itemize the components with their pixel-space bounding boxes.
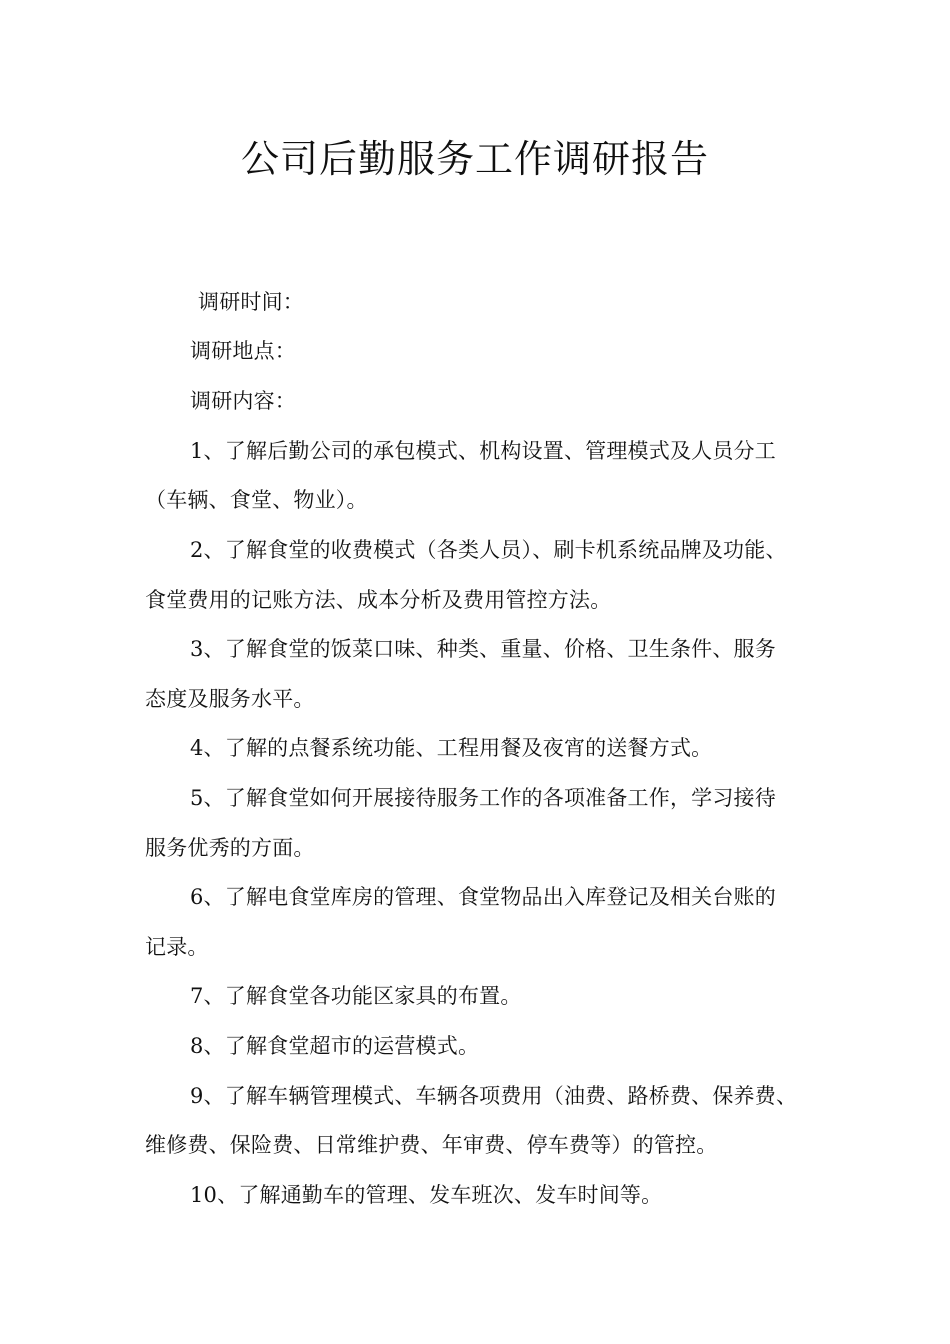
item-6-line-2: 记录。 bbox=[145, 935, 209, 959]
item-3-line-1: 3、了解食堂的饭菜口味、种类、重量、价格、卫生条件、服务 bbox=[190, 637, 776, 661]
survey-time-label: 调研时间： bbox=[198, 290, 304, 314]
item-7-line-1: 7、了解食堂各功能区家具的布置。 bbox=[190, 984, 522, 1008]
item-1-line-1: 1、了解后勤公司的承包模式、机构设置、管理模式及人员分工 bbox=[190, 439, 776, 463]
survey-place-label: 调研地点： bbox=[190, 339, 296, 363]
item-2-line-1: 2、了解食堂的收费模式（各类人员）、刷卡机系统品牌及功能、 bbox=[190, 538, 787, 562]
item-5-line-2: 服务优秀的方面。 bbox=[145, 836, 315, 860]
item-3-line-2: 态度及服务水平。 bbox=[145, 687, 315, 711]
item-2-line-2: 食堂费用的记账方法、成本分析及费用管控方法。 bbox=[145, 588, 612, 612]
item-9-line-2: 维修费、保险费、日常维护费、年审费、停车费等）的管控。 bbox=[145, 1133, 718, 1157]
item-6-line-1: 6、了解电食堂库房的管理、食堂物品出入库登记及相关台账的 bbox=[190, 885, 776, 909]
item-1-line-2: （车辆、食堂、物业）。 bbox=[145, 488, 368, 512]
item-10-line-1: 10、了解通勤车的管理、发车班次、发车时间等。 bbox=[190, 1183, 663, 1207]
item-4-line-1: 4、了解的点餐系统功能、工程用餐及夜宵的送餐方式。 bbox=[190, 736, 713, 760]
item-5-line-1: 5、了解食堂如何开展接待服务工作的各项准备工作，学习接待 bbox=[190, 786, 776, 810]
item-8-line-1: 8、了解食堂超市的运营模式。 bbox=[190, 1034, 480, 1058]
page-title: 公司后勤服务工作调研报告 bbox=[240, 137, 709, 181]
item-9-line-1: 9、了解车辆管理模式、车辆各项费用（油费、路桥费、保养费、 bbox=[190, 1084, 798, 1108]
survey-content-label: 调研内容： bbox=[190, 389, 296, 413]
